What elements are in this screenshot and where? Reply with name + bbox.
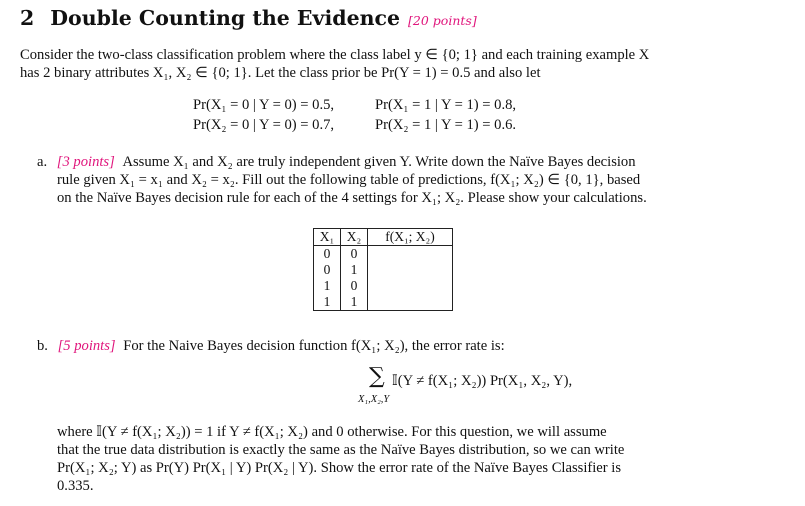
intro-line-1: Consider the two-class classification problem where the class label y ∈ {0; 1} and each training example X <box>20 47 650 63</box>
equation-x2-y0: Pr(X₂ = 0 | Y = 0) = 0.7, <box>193 117 335 133</box>
section-number: 2 <box>20 6 35 30</box>
summation-subscript: X₁,X₂,Y <box>358 394 390 405</box>
equation-x1-y1: Pr(X₁ = 1 | Y = 1) = 0.8, <box>375 97 517 113</box>
part-b-line-3: that the true data distribution is exactly the same as the Naïve Bayes distribution, so we can write <box>57 442 625 458</box>
section-heading <box>20 6 477 30</box>
part-a-line-3: on the Naïve Bayes decision rule for each of the 4 settings for X₁; X₂. Please show your calculations. <box>57 190 647 206</box>
part-b-line-4: Pr(X₁; X₂; Y) as Pr(Y) Pr(X₁ | Y) Pr(X₂ | Y). Show the error rate of the Naïve Bayes Classifier is <box>57 460 622 476</box>
cell-x1: 0 <box>314 246 341 263</box>
cell-prediction <box>368 246 453 263</box>
table-row <box>314 294 453 311</box>
cell-x2: 1 <box>341 294 368 311</box>
equation-x2-y1: Pr(X₂ = 1 | Y = 1) = 0.6. <box>375 117 517 133</box>
cell-x1: 1 <box>314 294 341 311</box>
header-x1: X₁ <box>314 229 341 246</box>
part-a-points: [3 points] <box>56 154 115 170</box>
part-b-line-1 <box>37 337 505 355</box>
header-x2: X₂ <box>341 229 368 246</box>
part-b-line-2: where 𝕀(Y ≠ f(X₁; X₂)) = 1 if Y ≠ f(X₁; X₂) and 0 otherwise. For this question, we will assume <box>57 424 607 440</box>
summation-symbol: ∑ <box>369 364 385 389</box>
cell-x2: 0 <box>341 246 368 263</box>
prediction-table-header <box>314 229 453 246</box>
header-f: f(X₁; X₂) <box>368 229 453 246</box>
cell-x2: 1 <box>341 262 368 278</box>
cell-prediction <box>368 262 453 278</box>
part-b-line-5: 0.335. <box>57 478 94 494</box>
error-rate-formula: 𝕀(Y ≠ f(X₁; X₂)) Pr(X₁, X₂, Y), <box>392 373 573 389</box>
prediction-table <box>313 228 453 311</box>
part-b-points: [5 points] <box>57 338 116 354</box>
part-a-label: a. <box>37 154 48 170</box>
intro-line-2: has 2 binary attributes X₁, X₂ ∈ {0; 1}. Let the class prior be Pr(Y = 1) = 0.5 and also let <box>20 65 541 81</box>
part-a-text-1: Assume X₁ and X₂ are truly independent given Y. Write down the Naïve Bayes decision <box>122 154 636 170</box>
table-row <box>314 278 453 294</box>
cell-x1: 1 <box>314 278 341 294</box>
table-row <box>314 262 453 278</box>
table-row <box>314 246 453 263</box>
part-a-line-1 <box>37 153 636 171</box>
part-b-text-1: For the Naive Bayes decision function f(X₁; X₂), the error rate is: <box>123 338 505 354</box>
section-title: Double Counting the Evidence <box>50 6 401 30</box>
part-a-line-2: rule given X₁ = x₁ and X₂ = x₂. Fill out the following table of predictions, f(X₁; X₂) ∈ {0, 1}, based <box>57 172 641 188</box>
section-points: [20 points] <box>408 13 477 28</box>
cell-x1: 0 <box>314 262 341 278</box>
part-b-label: b. <box>37 338 48 354</box>
equation-x1-y0: Pr(X₁ = 0 | Y = 0) = 0.5, <box>193 97 335 113</box>
cell-prediction <box>368 278 453 294</box>
cell-prediction <box>368 294 453 311</box>
cell-x2: 0 <box>341 278 368 294</box>
